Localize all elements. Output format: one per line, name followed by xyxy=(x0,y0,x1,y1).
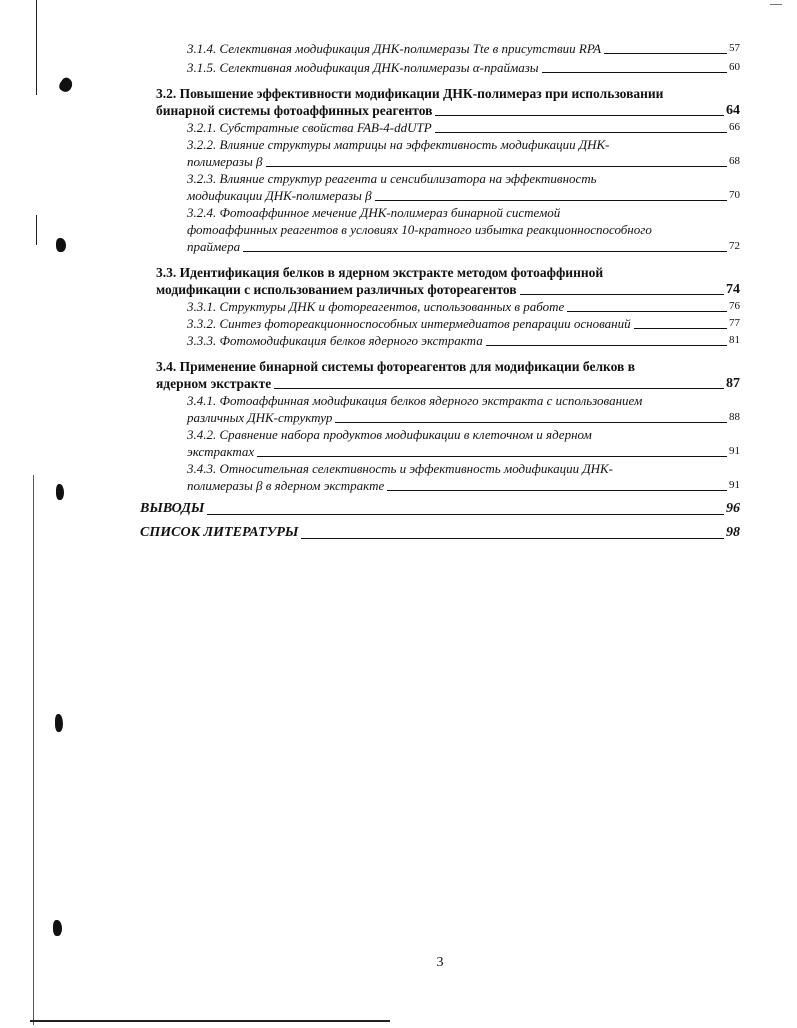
toc-entry-3-3-3[interactable] xyxy=(187,332,740,349)
toc-entry-3-4-1[interactable] xyxy=(187,392,740,426)
toc-entry-3-1-5[interactable] xyxy=(187,59,740,76)
scan-edge-left-mid xyxy=(36,215,37,245)
toc-leader xyxy=(335,422,727,423)
toc-page-number: 81 xyxy=(729,334,740,346)
toc-leader xyxy=(387,490,727,491)
toc-leader xyxy=(634,328,727,329)
toc-page-number: 60 xyxy=(729,61,740,73)
toc-entry-3-2-3[interactable] xyxy=(187,170,740,204)
toc-entry-text: 3.3.3. Фотомодификация белков ядерного экстракта xyxy=(187,333,483,348)
toc-entry-text-line2: модификации ДНК-полимеразы β xyxy=(187,188,372,203)
page-number: 3 xyxy=(436,955,444,970)
toc-leader xyxy=(207,514,724,515)
toc-entry-text-line1: 3.4.1. Фотоаффинная модификация белков ядерного экстракта с использованием xyxy=(187,393,643,408)
toc-page-number: 91 xyxy=(729,479,740,491)
toc-entry-3-1-4[interactable] xyxy=(187,40,740,57)
toc-entry-3-3-1[interactable] xyxy=(187,298,740,315)
toc-entry-3-4-2[interactable] xyxy=(187,426,740,460)
toc-page-number: 88 xyxy=(729,411,740,423)
toc-entry-3-2[interactable] xyxy=(156,85,740,119)
toc-entry-text-line2: ядерном экстракте xyxy=(156,376,272,391)
toc-entry-text-line2: полимеразы β в ядерном экстракте xyxy=(187,478,385,493)
toc-page-number: 57 xyxy=(729,42,740,54)
toc-entry-text: 3.3.2. Синтез фотореакционноспособных интермедиатов репарации оснований xyxy=(187,316,631,331)
toc-entry-3-2-2[interactable] xyxy=(187,136,740,170)
toc-entry-3-4[interactable] xyxy=(156,358,740,392)
toc-entry-text-line2: экстрактах xyxy=(187,444,255,459)
toc-entry-3-2-1[interactable] xyxy=(187,119,740,136)
toc-page-number: 64 xyxy=(726,103,740,118)
toc-entry-text-line2: полимеразы β xyxy=(187,154,263,169)
punch-hole-mark-5 xyxy=(53,920,62,936)
toc-page-number: 98 xyxy=(726,525,740,540)
toc-leader xyxy=(520,294,724,295)
toc-leader xyxy=(542,72,727,73)
toc-entry-text-line2: бинарной системы фотоаффинных реагентов xyxy=(156,103,433,118)
toc-entry-text: 3.1.5. Селективная модификация ДНК-полимеразы α-праймазы xyxy=(187,60,539,75)
toc-page-number: 91 xyxy=(729,445,740,457)
table-of-contents xyxy=(140,40,740,542)
toc-leader xyxy=(435,115,724,116)
toc-page-number: 68 xyxy=(729,155,740,167)
toc-entry-text-line3: праймера xyxy=(187,239,241,254)
scan-edge-bottom xyxy=(30,1020,390,1022)
scan-edge-left-low xyxy=(33,475,34,1025)
toc-page-number: 70 xyxy=(729,189,740,201)
toc-page-number: 74 xyxy=(726,282,740,297)
toc-entry-text-line1: 3.4.2. Сравнение набора продуктов модификации в клеточном и ядерном xyxy=(187,427,592,442)
scan-edge-left xyxy=(36,0,37,95)
punch-hole-mark-1 xyxy=(57,76,75,94)
toc-entry-text: ВЫВОДЫ xyxy=(140,501,205,516)
toc-leader xyxy=(486,345,727,346)
toc-entry-text-line2: фотоаффинных реагентов в условиях 10-кратного избытка реакционноспособного xyxy=(187,222,652,237)
toc-leader xyxy=(604,53,727,54)
toc-entry-text-line1: 3.2.2. Влияние структуры матрицы на эффективность модификации ДНК- xyxy=(187,137,610,152)
toc-leader xyxy=(435,132,727,133)
punch-hole-mark-2 xyxy=(56,238,66,252)
toc-page-number: 77 xyxy=(729,317,740,329)
toc-entry-text: СПИСОК ЛИТЕРАТУРЫ xyxy=(140,525,299,540)
toc-page-number: 72 xyxy=(729,240,740,252)
toc-entry-text: 3.2.1. Субстратные свойства FAB-4-ddUTP xyxy=(187,120,432,135)
toc-entry-text-line2: модификации с использованием различных фотореагентов xyxy=(156,282,517,297)
toc-leader xyxy=(274,388,724,389)
toc-entry-conclusions[interactable] xyxy=(140,500,740,518)
toc-entry-text-line1: 3.2.3. Влияние структур реагента и сенсибилизатора на эффективность xyxy=(187,171,597,186)
toc-page-number: 76 xyxy=(729,300,740,312)
toc-entry-text-line1: 3.4.3. Относительная селективность и эффективность модификации ДНК- xyxy=(187,461,613,476)
toc-entry-text: 3.3.1. Структуры ДНК и фотореагентов, использованных в работе xyxy=(187,299,565,314)
toc-entry-text-line1: 3.3. Идентификация белков в ядерном экстракте методом фотоаффинной xyxy=(156,265,604,280)
toc-entry-text-line1: 3.4. Применение бинарной системы фотореагентов для модификации белков в xyxy=(156,359,635,374)
scan-edge-top xyxy=(770,4,782,5)
toc-leader xyxy=(375,200,727,201)
toc-leader xyxy=(243,251,727,252)
toc-leader xyxy=(567,311,727,312)
toc-entry-text-line1: 3.2.4. Фотоаффинное мечение ДНК-полимераз бинарной системой xyxy=(187,205,561,220)
punch-hole-mark-4 xyxy=(55,714,63,732)
toc-entry-text-line2: различных ДНК-структур xyxy=(187,410,333,425)
toc-entry-text: 3.1.4. Селективная модификация ДНК-полимеразы Tte в присутствии RPA xyxy=(187,41,602,56)
punch-hole-mark-3 xyxy=(56,484,64,500)
toc-entry-3-3-2[interactable] xyxy=(187,315,740,332)
toc-page-number: 87 xyxy=(726,376,740,391)
toc-page-number: 66 xyxy=(729,121,740,133)
toc-entry-3-2-4[interactable] xyxy=(187,204,740,255)
toc-entry-text-line1: 3.2. Повышение эффективности модификации ДНК-полимераз при использовании xyxy=(156,86,664,101)
toc-page-number: 96 xyxy=(726,501,740,516)
toc-entry-3-3[interactable] xyxy=(156,264,740,298)
toc-entry-references[interactable] xyxy=(140,524,740,542)
toc-entry-3-4-3[interactable] xyxy=(187,460,740,494)
toc-leader xyxy=(257,456,727,457)
toc-leader xyxy=(266,166,727,167)
toc-leader xyxy=(301,538,724,539)
